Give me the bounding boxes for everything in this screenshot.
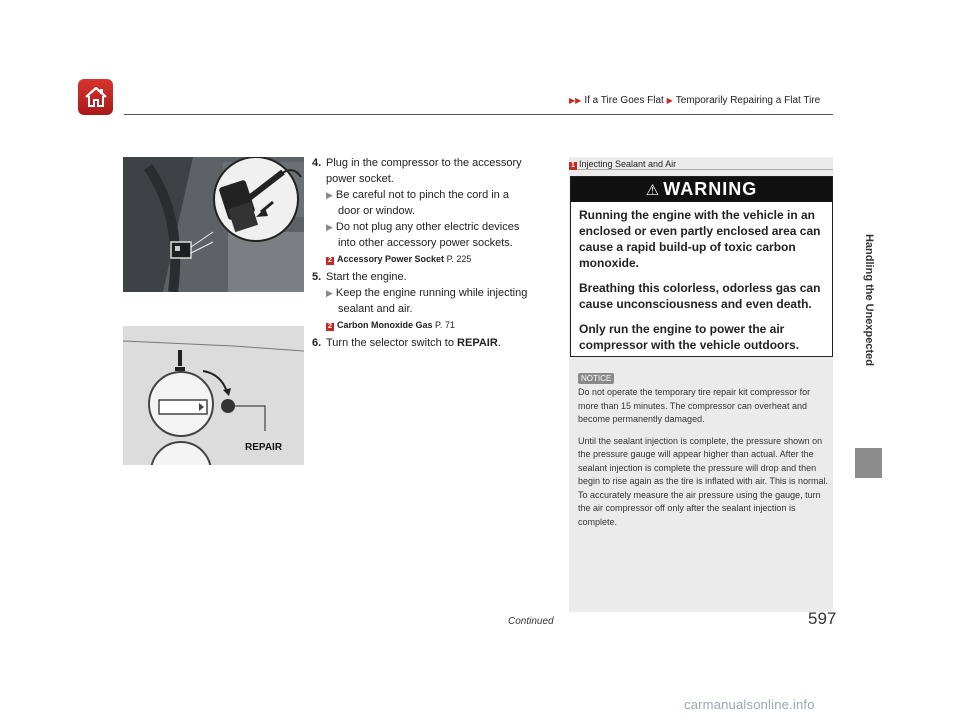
note-text: door or window. [338, 205, 416, 217]
step-text: Turn the selector switch to [326, 337, 458, 349]
step-6 [312, 335, 557, 351]
step-number: 5. [312, 271, 322, 283]
note-text: sealant and air. [338, 303, 413, 315]
note-text: Be careful not to pinch the cord in a [335, 189, 509, 201]
breadcrumb [569, 95, 820, 106]
step-note [312, 219, 557, 251]
plug-compressor-illustration [123, 157, 304, 292]
note-text: Keep the engine running while injecting [335, 287, 528, 299]
warning-paragraph: Only run the engine to power the air compressor with the vehicle outdoors. [579, 322, 800, 352]
note-text: Do not plug any other electric devices [335, 221, 520, 233]
watermark: carmanualsonline.info [684, 697, 815, 712]
warning-paragraph: Running the engine with the vehicle in an enclosed or even partly enclosed area can cause a rapid build-up of toxic carbon monoxide. [579, 208, 821, 270]
reference-title: Accessory Power Socket [337, 254, 445, 264]
selector-switch-illustration [123, 326, 304, 465]
step-text: Plug in the compressor to the accessory power socket. [326, 157, 522, 185]
step-4 [312, 155, 557, 265]
warning-paragraph: Breathing this colorless, odorless gas can cause unconsciousness and even death. [579, 281, 821, 311]
notice-paragraph: Until the sealant injection is complete, the pressure shown on the pressure gauge will appear higher than actual. After the sealant injection is complete the pressure will drop and then begin to rise again as the tire is inflated with air. This is normal. To accurately measure the air pressure using the gauge, turn the air compressor off only after the sealant injection is complete. [578, 435, 828, 527]
step-text: . [497, 337, 501, 349]
step-number: 6. [312, 337, 322, 349]
note-text: into other accessory power sockets. [338, 237, 513, 249]
home-button[interactable] [78, 79, 113, 115]
step-text-emphasis: REPAIR [457, 337, 498, 349]
arrow-icon: ▶ [326, 190, 333, 200]
arrow-icon: ▶ [326, 288, 333, 298]
notice-text [578, 386, 828, 537]
cross-reference-link[interactable] [312, 319, 557, 331]
arrow-icon: ▶ [326, 222, 333, 232]
breadcrumb-arrow-icon: ▶ [666, 96, 673, 105]
reference-icon: 2 [326, 323, 334, 331]
breadcrumb-item[interactable]: Temporarily Repairing a Flat Tire [675, 95, 821, 106]
notice-paragraph: Do not operate the temporary tire repair kit compressor for more than 15 minutes. The compressor can overheat and become permanently damaged. [578, 387, 811, 424]
reference-title: Carbon Monoxide Gas [337, 320, 433, 330]
step-note [312, 285, 557, 317]
warning-body [571, 202, 832, 353]
warning-label: WARNING [663, 179, 758, 199]
note-marker-icon: 1 [569, 162, 577, 170]
repair-label: REPAIR [245, 442, 283, 453]
home-icon [83, 85, 109, 109]
reference-page: P. 225 [446, 254, 472, 264]
panel-title-text: Injecting Sealant and Air [579, 159, 677, 169]
reference-icon: 2 [326, 257, 334, 265]
side-tab-label: Handling the Unexpected [863, 233, 875, 367]
continued-label: Continued [508, 616, 554, 627]
breadcrumb-item[interactable]: If a Tire Goes Flat [584, 95, 664, 106]
instruction-steps [312, 155, 557, 355]
notice-badge: NOTICE [578, 373, 614, 384]
panel-title [569, 157, 833, 170]
warning-header [571, 177, 832, 202]
warning-box [570, 176, 833, 357]
section-marker [855, 448, 882, 478]
cross-reference-link[interactable] [312, 253, 557, 265]
warning-icon: ⚠ [645, 181, 661, 199]
page-number: 597 [808, 609, 837, 628]
side-notes-panel [569, 157, 833, 612]
step-5 [312, 269, 557, 331]
step-note [312, 187, 557, 219]
breadcrumb-arrow-icon: ▶▶ [569, 96, 582, 105]
step-text: Start the engine. [326, 271, 407, 283]
step-number: 4. [312, 157, 322, 169]
header-divider [124, 114, 833, 115]
section-side-tab[interactable] [859, 150, 879, 450]
reference-page: P. 71 [435, 320, 455, 330]
